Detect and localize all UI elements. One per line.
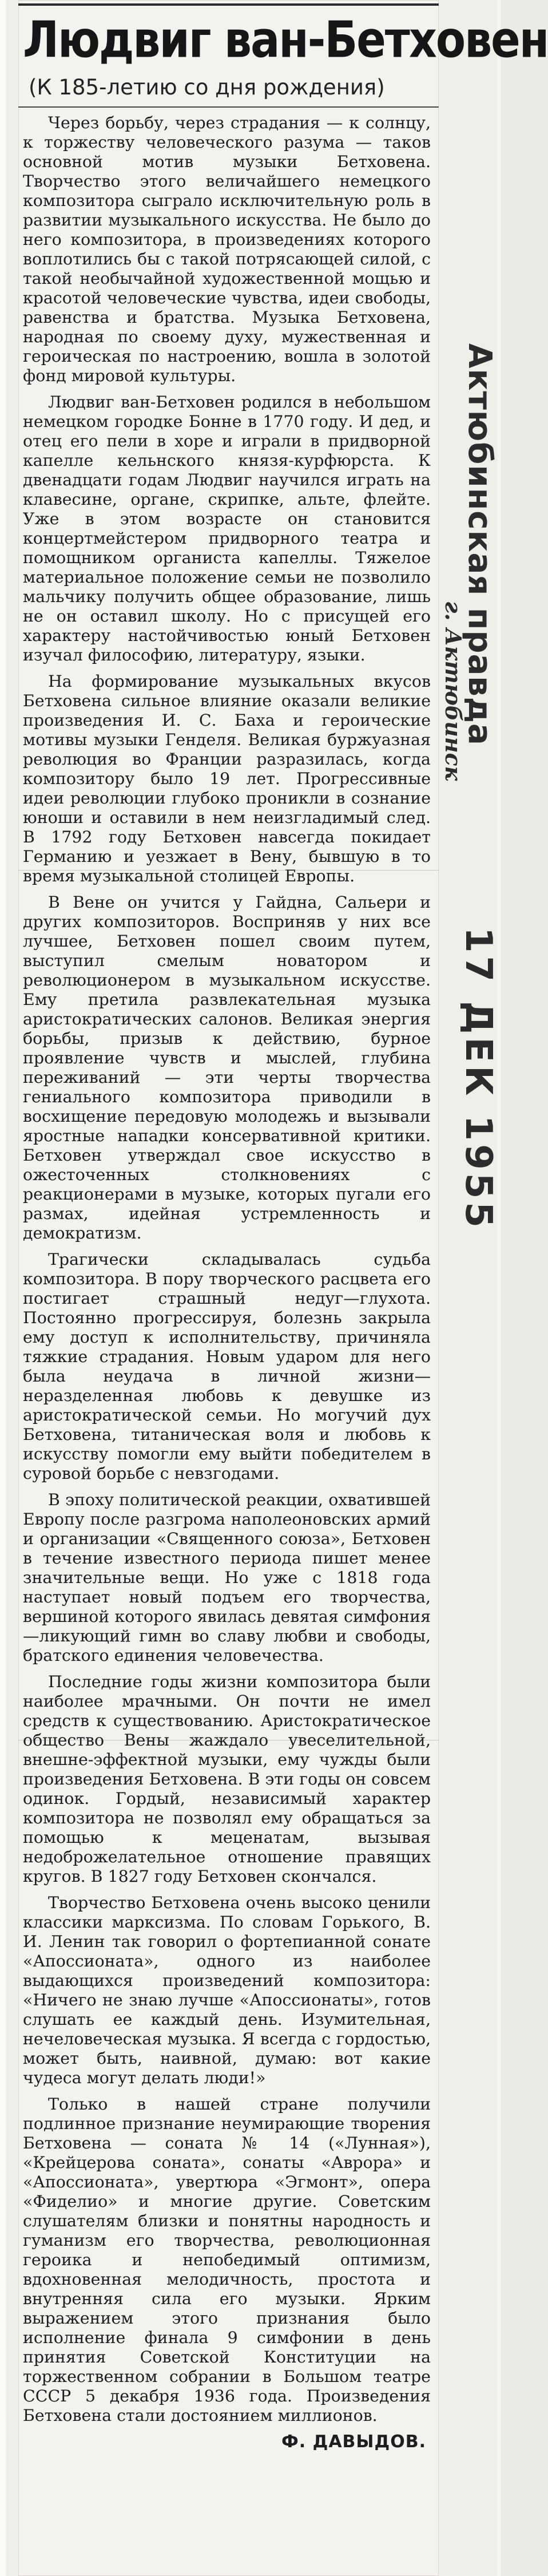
subheadline-rule [18,106,439,108]
stamp-date: 17 ДЕК 1955 [457,927,499,1231]
archive-stamp [440,320,503,1980]
top-rule [18,3,439,6]
paragraph-8: Творчество Бетховена очень высоко ценили классики марксизма. По словам Горького, В. И. Ленин так говорил о фортепианной сонате «Апоссионата», одного из наиболее выдающихся произведений композитора: «Ничего не знаю лучше «Апоссионаты», готов слушать ее каждый день. Изумительная, нечеловеческая музыка. Я всегда с гордостью, может быть, наивной, думаю: вот какие чудеса могут делать люди!» [23,1893,431,2087]
stamp-city: г. Актюбинск [440,601,466,781]
paragraph-1: Через борьбу, через страдания — к солнцу, к торжеству человеческого разума — таков основной мотив музыки Бетховена. Творчество этого величайшего немецкого композитора сыграло исключительную роль в развитии музыкального искусства. Не было до него композитора, в произведениях которого воплотились бы с такой потрясающей силой, с такой необычайной художественной мощью и красотой человеческие чувства, идеи свободы, равенства и братства. Музыка Бетховена, народная по своему духу, мужественная и героическая по настроению, вошла в золотой фонд мировой культуры. [23,113,431,385]
paragraph-3: На формирование музыкальных вкусов Бетховена сильное влияние оказали великие произведения И. С. Баха и героические мотивы музыки Генделя. Великая буржуазная революция во Франции разразилась, когда композитору было 19 лет. Прогрессивные идеи революции глубоко проникли в сознание юноши и оставили в нем неизгладимый след. В 1792 году Бетховен навсегда покидает Германию и уезжает в Вену, бывшую в то время музыкальной столицей Европы. [23,672,431,885]
stamp-newspaper-name: Актюбинская правда [461,343,498,746]
paragraph-4: В Вене он учится у Гайдна, Сальери и других композиторов. Восприняв у них все лучшее, Бетховен пошел своим путем, выступил смелым новатором и революционером в музыкальном искусстве. Ему претила развлекательная музыка аристократических салонов. Великая энергия борьбы, призыв к действию, бурное проявление чувств и мыслей, глубина переживаний — эти черты творчества гениального композитора приводили в восхищение передовую молодежь и вызывали яростные нападки консервативной критики. Бетховен утверждал свое искусство в ожесточенных столкновениях с реакционерами в музыке, которых пугали его размах, идейная устремленность и демократизм. [23,893,431,1243]
paragraph-6: В эпоху политической реакции, охватившей Европу после разгрома наполеоновских армий и организации «Священного союза», Бетховен в течение известного периода пишет менее значительные вещи. Но уже с 1818 года наступает новый подъем его творчества, вершиной которого явилась девятая симфония—ликующий гимн во славу любви и свободы, братского единения человечества. [23,1490,431,1665]
paragraph-5: Трагически складывалась судьба композитора. В пору творческого расцвета его постигает страшный недуг—глухота. Постоянно прогрессируя, болезнь закрыла ему доступ к исполнительству, причиняла тяжкие страдания. Новым ударом для него была неудача в личной жизни—неразделенная любовь к девушке из аристократической семьи. Но могучий дух Бетховена, титаническая воля и любовь к искусству помогли ему выйти победителем в суровой борьбе с невзгодами. [23,1250,431,1483]
paragraph-7: Последние годы жизни композитора были наиболее мрачными. Он почти не имел средств к существованию. Аристократическое общество Вены жаждало увеселительной, внешне-эффектной музыки, ему чужды были произведения Бетховена. В эти годы он совсем одинок. Гордый, независимый характер композитора не позволял ему обращаться за помощью к меценатам, вызывая недоброжелательное отношение правящих кругов. В 1827 году Бетховен скончался. [23,1672,431,1886]
paragraph-2: Людвиг ван-Бетховен родился в небольшом немецком городке Бонне в 1770 году. И дед, и отец его пели в хоре и играли в придворной капелле кельнского князя-курфюрста. К двенадцати годам Людвиг научился играть на клавесине, органе, скрипке, альте, флейте. Уже в этом возрасте он становится концертмейстером придворного театра и помощником органиста капеллы. Тяжелое материальное положение семьи не позволило мальчику получить общее образование, лишь не он оставил школу. Но с присущей его характеру настойчивостью юный Бетховен изучал философию, литературу, языки. [23,393,431,664]
paragraph-9: Только в нашей стране получили подлинное признание неумирающие творения Бетховена — соната № 14 («Лунная»), «Крейцерова соната», сонаты «Аврора» и «Апоссионата», увертюра «Эгмонт», опера «Фиделио» и многие другие. Советским слушателям близки и понятны народность и гуманизм его творчества, революционная героика и непобедимый оптимизм, вдохновенная мелодичность, простота и внутренняя сила его музыки. Ярким выражением этого признания было исполнение финала 9 симфонии в день принятия Советской Конституции на торжественном собрании в Большом театре СССР 5 декабря 1936 года. Произведения Бетховена стали достоянием миллионов. [23,2095,431,2425]
author-signature: Ф. ДАВЫДОВ. [281,2432,426,2452]
article-subheadline: (К 185-летию со дня рождения) [29,75,385,100]
article-body [23,113,431,2452]
article-headline: Людвиг ван-Бетховен [23,10,548,69]
